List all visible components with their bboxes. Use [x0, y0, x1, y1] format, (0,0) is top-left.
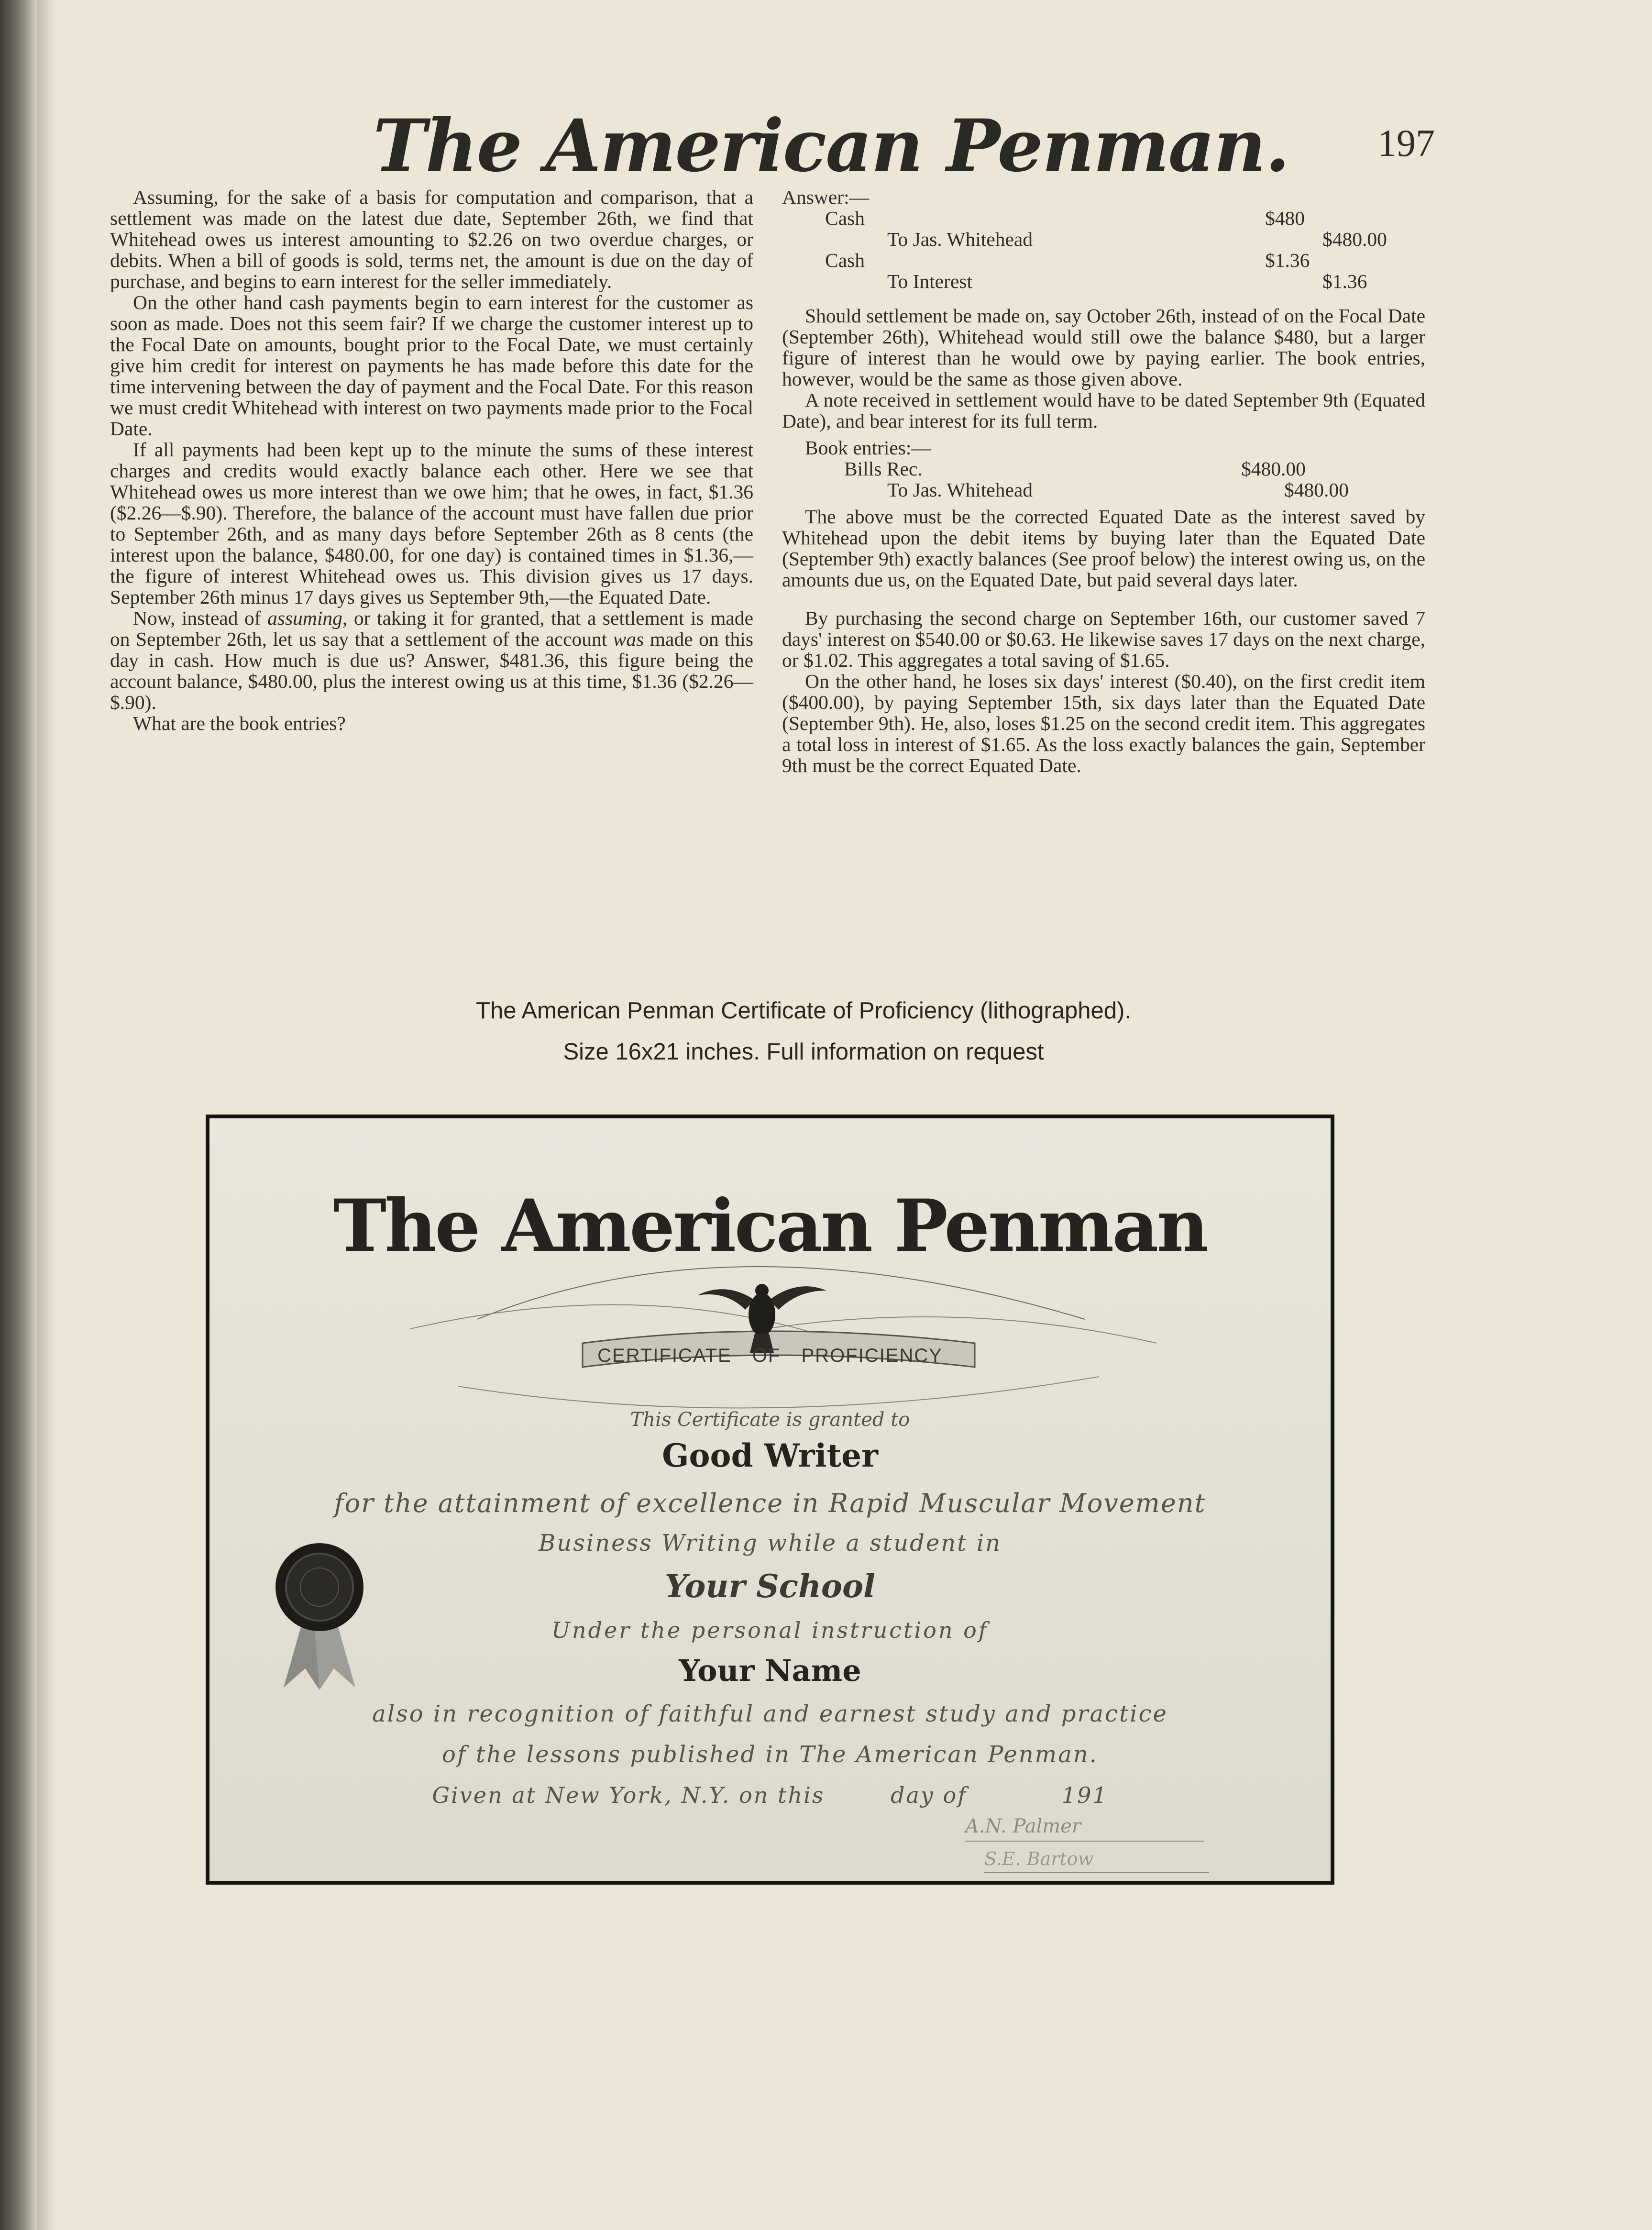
emphasis: was	[613, 628, 644, 650]
right-column	[782, 187, 1425, 776]
caption-line: Size 16x21 inches. Full information on request	[563, 1039, 1044, 1065]
signature: A.N. Palmer	[965, 1812, 1204, 1842]
instruction-line: Under the personal instruction of	[551, 1617, 989, 1643]
signature: S.E. Bartow	[984, 1845, 1209, 1873]
ledger-debit-amount: $480	[1265, 207, 1305, 229]
paragraph: A note received in settlement would have to be dated September 9th (Equated Date), and bear interest for its full term.	[782, 389, 1425, 432]
paragraph: If all payments had been kept up to the minute the sums of these interest charges and credits would exactly balance each other. Here we see that Whitehead owes us more interest than we owe him; that he owes, in fact, $1.36 ($2.26—$.90). Therefore, the balance of the account must have fallen due prior to September 26th, and as many days before September 26th as 8 cents (the interest upon the balance, $480.00, for one day) is contained times in $1.36,—the figure of interest Whitehead owes us. This division gives us 17 days. September 26th minus 17 days gives us September 9th,—the Equated Date.	[110, 439, 753, 608]
book-entries-label: Book entries:—	[805, 437, 931, 459]
masthead: The American Penman.	[373, 104, 1289, 188]
paragraph: On the other hand, he loses six days' interest ($0.40), on the first credit item ($400.00), by paying September 15th, six days later than the Equated Date (September 9th). He, also, loses $1.25 on the second credit item. This aggregates a total loss in interest of $1.65. As the loss exactly balances the gain, September 9th must be the correct Equated Date.	[782, 670, 1425, 776]
page-edge-shadow	[37, 0, 56, 2230]
ledger-credit: To Jas. Whitehead	[887, 228, 1033, 250]
lessons-line: of the lessons published in The American Penman.	[442, 1741, 1098, 1768]
ledger-row	[782, 208, 1425, 229]
text-run: made on this day in cash. How much is due us? Answer, $481.36, this figure being the account balance, $480.00, plus the interest owing us at this time, $1.36 ($2.26—$.90).	[110, 628, 753, 713]
business-line: Business Writing while a student in	[539, 1530, 1002, 1557]
paragraph: On the other hand cash payments begin to earn interest for the customer as soon as made. Does not this seem fair? If we charge the customer interest up to the Focal Date on amounts, bought prior to the Focal Date, we must certainly give him credit for interest on payments he has made before this date for the time intervening between the day of payment and the Focal Date. For this reason we must credit Whitehead with interest on two payments made prior to the Focal Date.	[110, 291, 753, 440]
ledger-credit-amount: $480.00	[1284, 479, 1349, 501]
paragraph: The above must be the corrected Equated Date as the interest saved by Whitehead upon the debit items by buying later than the Equated Date (September 9th) exactly balances (See proof below) the interest owing us, on the amounts due us, on the Equated Date, but paid several days later.	[782, 506, 1425, 591]
day-of: day of	[891, 1782, 968, 1808]
paragraph: Assuming, for the sake of a basis for computation and comparison, that a settlement was made on the latest due date, September 26th, we find that Whitehead owes us interest amounting to $2.26 on two overdue charges, or debits. When a bill of goods is sold, terms net, the amount is due on the day of purchase, and begins to earn interest for the seller immediately.	[110, 186, 753, 292]
ribbon-word: PROFICIENCY	[801, 1345, 943, 1366]
ledger-credit-amount: $480.00	[1322, 228, 1387, 250]
flourish	[458, 1377, 1099, 1408]
text-run: or taking it for granted, that a settlement is made on September 26th, let us say that a settlement of the account	[110, 607, 753, 650]
school-name: Your School	[664, 1568, 876, 1605]
answer-label: Answer:—	[782, 186, 870, 208]
ledger-row	[782, 271, 1425, 292]
ledger-row	[782, 229, 1425, 250]
page-number: 197	[1377, 122, 1435, 165]
ribbon-word: CERTIFICATE	[597, 1345, 732, 1366]
left-column	[110, 187, 753, 734]
paragraph: By purchasing the second charge on September 16th, our customer saved 7 days' interest on $540.00 or $0.63. He likewise saves 17 days on the next charge, or $1.02. This aggregates a total saving of $1.65.	[782, 607, 1425, 671]
teacher-name: Your Name	[679, 1653, 861, 1688]
paragraph: What are the book entries?	[133, 712, 346, 734]
paragraph	[110, 607, 753, 713]
given-line	[209, 1776, 1331, 1814]
ledger-row	[782, 458, 1425, 479]
granted-line: This Certificate is granted to	[630, 1409, 910, 1431]
year: 191	[1061, 1782, 1108, 1808]
ribbon-word: OF	[752, 1345, 781, 1366]
ledger-credit: To Jas. Whitehead	[887, 479, 1033, 501]
ledger-debit: Bills Rec.	[844, 458, 923, 480]
ledger-credit-amount: $1.36	[1322, 270, 1367, 292]
title-word: American	[501, 1184, 871, 1268]
ledger-debit: Cash	[825, 249, 865, 271]
binding-gutter	[0, 0, 37, 2230]
certificate-caption	[335, 990, 1272, 1072]
attainment-line: for the attainment of excellence in Rapid Muscular Movement	[334, 1488, 1206, 1518]
ledger-debit-amount: $480.00	[1241, 458, 1306, 480]
given-at: Given at New York, N.Y. on this	[432, 1782, 825, 1808]
recipient-name: Good Writer	[662, 1437, 878, 1474]
certificate	[209, 1118, 1331, 1881]
emphasis: assuming,	[267, 607, 348, 629]
ledger-row	[782, 479, 1425, 500]
certificate-image	[206, 1115, 1334, 1885]
ledger-debit-amount: $1.36	[1265, 249, 1310, 271]
certificate-ribbon-text	[209, 1343, 1331, 1368]
ledger-row	[782, 250, 1425, 271]
title-word: The	[333, 1184, 479, 1268]
ledger-debit: Cash	[825, 207, 865, 229]
recognition-line: also in recognition of faithful and earnest study and practice	[372, 1700, 1168, 1727]
caption-line: The American Penman Certificate of Proficiency (lithographed).	[476, 998, 1131, 1024]
paragraph: Should settlement be made on, say October 26th, instead of on the Focal Date (September 26th), Whitehead would still owe the balance $480, but a larger figure of interest than he would owe by paying earlier. The book entries, however, would be the same as those given above.	[782, 305, 1425, 390]
certificate-title	[209, 1185, 1331, 1267]
text-run: Now, instead of	[133, 607, 268, 629]
title-word: Penman	[894, 1184, 1207, 1268]
ledger-credit: To Interest	[887, 270, 973, 292]
